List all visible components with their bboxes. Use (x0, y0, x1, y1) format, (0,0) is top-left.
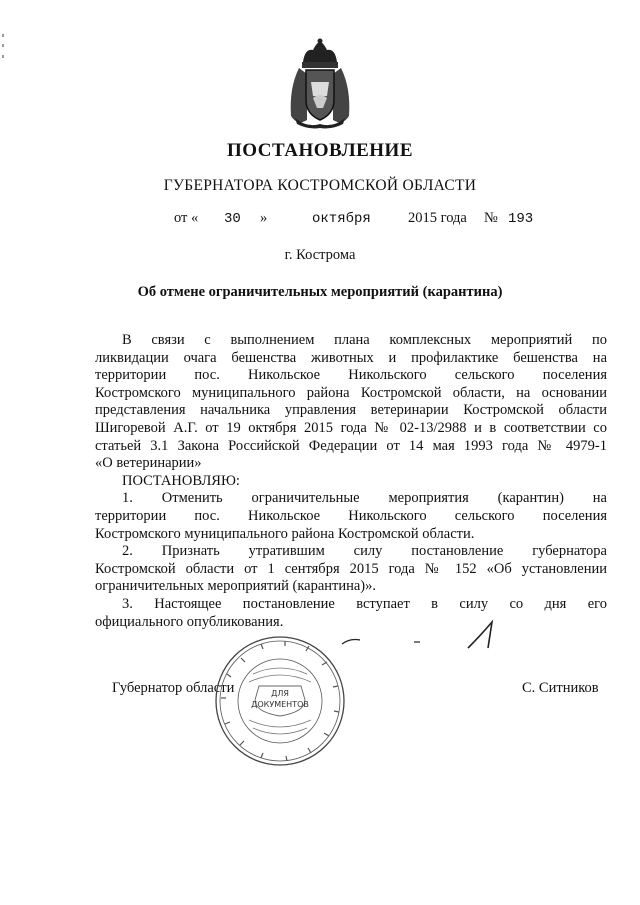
number-sign: № (484, 210, 498, 226)
document-body (95, 332, 607, 631)
date-month: октября (312, 211, 371, 227)
document-title: ПОСТАНОВЛЕНИЕ (226, 140, 414, 161)
date-day: 30 (224, 211, 241, 227)
body-line: представления начальника управления ветеринарии Костромской области (95, 402, 607, 419)
item-2-line: Костромской области от 1 сентября 2015 года № 152 «Об установлении (95, 560, 607, 577)
signatory-position: Губернатор области (112, 680, 235, 696)
body-line: Шигоревой А.Г. от 19 октября 2015 года № 02-13/2988 и в соответствии со (95, 419, 607, 436)
item-2-line: ограничительных мероприятий (карантина)». (95, 578, 377, 595)
body-line: территории пос. Никольское Никольского сельского поселения (95, 367, 607, 384)
item-3-line: 3. Настоящее постановление вступает в силу со дня его (122, 595, 607, 612)
resolve-word: ПОСТАНОВЛЯЮ: (122, 472, 240, 489)
document-heading: Об отмене ограничительных мероприятий (карантина) (137, 284, 503, 300)
document-issuer: ГУБЕРНАТОРА КОСТРОМСКОЙ ОБЛАСТИ (163, 177, 477, 194)
document-city: г. Кострома (284, 247, 356, 263)
body-line: «О ветеринарии» (95, 455, 202, 472)
body-line: В связи с выполнением плана комплексных мероприятий по (122, 332, 607, 348)
signature-scribble (330, 618, 510, 658)
stamp-text-bottom: ДОКУМЕНТОВ (251, 700, 309, 709)
body-line: статьей 3.1 Закона Российской Федерации от 14 мая 1993 года № 4979-1 (95, 437, 607, 454)
margin-marks (0, 30, 12, 70)
date-prefix: от « (174, 210, 199, 226)
coat-of-arms-icon (287, 38, 353, 130)
official-stamp-icon (213, 634, 347, 768)
item-3-line: официального опубликования. (95, 613, 284, 630)
signatory-name: С. Ситников (522, 680, 599, 696)
document-number: 193 (508, 211, 534, 227)
item-1-line: Костромского муниципального района Костромской области. (95, 525, 475, 542)
body-line: ликвидации очага бешенства животных и профилактике бешенства на (95, 349, 607, 366)
stamp-text-top: ДЛЯ (271, 689, 289, 698)
date-line (0, 210, 640, 232)
date-close-quote: » (260, 210, 268, 226)
date-year: 2015 года (408, 210, 467, 226)
item-1-line: 1. Отменить ограничительные мероприятия (карантин) на (122, 490, 607, 507)
item-2-line: 2. Признать утратившим силу постановление губернатора (122, 543, 607, 560)
body-line: Костромского муниципального района Костромской области, на основании (95, 384, 607, 401)
item-1-line: территории пос. Никольское Никольского сельского поселения (95, 507, 607, 524)
